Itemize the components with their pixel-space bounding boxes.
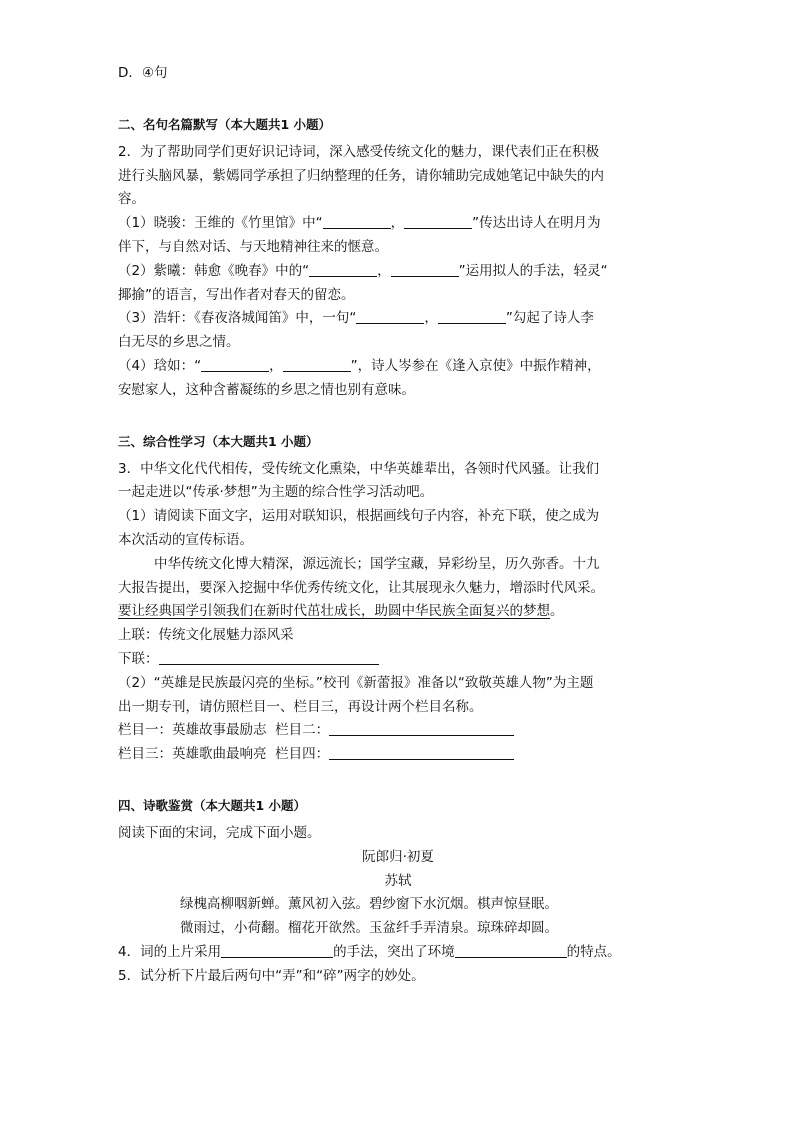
answer-blank[interactable] bbox=[323, 214, 391, 229]
answer-blank[interactable] bbox=[438, 309, 506, 324]
column-4-blank[interactable] bbox=[329, 745, 514, 760]
q3-sub2-line-2: 出一期专刊，请仿照栏目一、栏目三，再设计两个栏目名称。 bbox=[118, 698, 483, 715]
q2-item-1-line-2: 伴下，与自然对话、与天地精神往来的惬意。 bbox=[118, 238, 388, 255]
q3-intro-line-1: 3．中华文化代代相传，受传统文化熏染，中华英雄辈出，各领时代风骚。让我们 bbox=[118, 460, 600, 477]
q2-intro-line-3: 容。 bbox=[118, 191, 145, 208]
q2-intro-line-2: 进行头脑风暴，紫嫣同学承担了归纳整理的任务，请你辅助完成她笔记中缺失的内 bbox=[118, 167, 604, 184]
underlined-sentence: 要让经典国学引领我们在新时代茁壮成长，助圆中华民族全面复兴的梦想 bbox=[118, 603, 550, 620]
passage-line-1: 中华传统文化博大精深，源远流长；国学宝藏，异彩纷呈，历久弥香。十九 bbox=[154, 555, 600, 572]
poem-author: 苏轼 bbox=[384, 872, 412, 889]
q3-sub1-line-1: （1）请阅读下面文字，运用对联知识，根据画线句子内容，补充下联，使之成为 bbox=[118, 508, 600, 525]
answer-blank[interactable] bbox=[391, 262, 459, 277]
q2-intro-line-1: 2．为了帮助同学们更好识记诗词，深入感受传统文化的魅力，课代表们正在积极 bbox=[118, 143, 600, 160]
answer-blank[interactable] bbox=[404, 214, 472, 229]
column-2-blank[interactable] bbox=[329, 721, 514, 736]
q2-item-4-line-2: 安慰家人，这种含蓄凝练的乡思之情也别有意味。 bbox=[118, 381, 415, 398]
answer-blank[interactable] bbox=[201, 357, 269, 372]
lower-couplet: 下联： bbox=[118, 648, 678, 672]
q3-sub1-line-2: 本次活动的宣传标语。 bbox=[118, 531, 253, 548]
section-4-heading: 四、诗歌鉴赏（本大题共1 小题） bbox=[118, 797, 307, 813]
passage-line-2: 大报告提出，要深入挖掘中华优秀传统文化，让其展现永久魅力，增添时代风采。 bbox=[118, 579, 604, 596]
q2-item-3: （3）浩轩：《春夜洛城闻笛》中，一句“ ， ”勾起了诗人李 bbox=[118, 310, 594, 327]
poem-line-1: 绿槐高柳咽新蝉。薰风初入弦。碧纱窗下水沉烟。棋声惊昼眠。 bbox=[180, 896, 558, 913]
q3-intro-line-2: 一起走进以“传承·梦想”为主题的综合性学习活动吧。 bbox=[118, 484, 434, 501]
passage-line-3: 要让经典国学引领我们在新时代茁壮成长，助圆中华民族全面复兴的梦想。 bbox=[118, 603, 564, 620]
q4: 4．词的上片采用 的手法，突出了环境 的特点。 bbox=[118, 943, 621, 960]
answer-blank[interactable] bbox=[356, 309, 424, 324]
column-row-2: 栏目三：英雄歌曲最响亮 栏目四： bbox=[118, 743, 678, 767]
q2-item-3-line-2: 白无尽的乡思之情。 bbox=[118, 334, 240, 351]
q2-item-4: （4）琀如：“ ， ”，诗人岑参在《逢入京使》中振作精神， bbox=[118, 357, 601, 374]
answer-blank[interactable] bbox=[283, 357, 351, 372]
section-3-heading: 三、综合性学习（本大题共1 小题） bbox=[118, 433, 319, 449]
exam-page bbox=[118, 62, 678, 989]
poem-title: 阮郎归·初夏 bbox=[362, 848, 434, 865]
q2-item-1: （1）晓骏：王维的《竹里馆》中“ ， ”传达出诗人在明月为 bbox=[118, 215, 601, 232]
q4-intro: 阅读下面的宋词，完成下面小题。 bbox=[118, 824, 321, 841]
answer-blank[interactable] bbox=[309, 262, 377, 277]
section-2-heading: 二、名句名篇默写（本大题共1 小题） bbox=[118, 116, 332, 132]
q2-item-2-line-2: 揶揄”的语言，写出作者对春天的留恋。 bbox=[118, 286, 355, 303]
feature-blank[interactable] bbox=[455, 943, 567, 958]
poem-line-2: 微雨过，小荷翻。榴花开欲然。玉盆纤手弄清泉。琼珠碎却圆。 bbox=[180, 920, 558, 937]
technique-blank[interactable] bbox=[221, 943, 333, 958]
upper-couplet: 上联：传统文化展魅力添风采 bbox=[118, 627, 294, 644]
column-row-1: 栏目一：英雄故事最励志 栏目二： bbox=[118, 719, 678, 743]
q3-sub2-line-1: （2）“英雄是民族最闪亮的坐标。”校刊《新蕾报》准备以“致敬英雄人物”为主题 bbox=[118, 674, 594, 691]
lower-couplet-blank[interactable] bbox=[159, 650, 379, 665]
q2-item-2: （2）紫曦：韩愈《晚春》中的“ ， ”运用拟人的手法，轻灵“ bbox=[118, 262, 608, 279]
option-d: D．④句 bbox=[118, 65, 168, 81]
q5: 5．试分析下片最后两句中“弄”和“碎”两字的妙处。 bbox=[118, 967, 425, 984]
